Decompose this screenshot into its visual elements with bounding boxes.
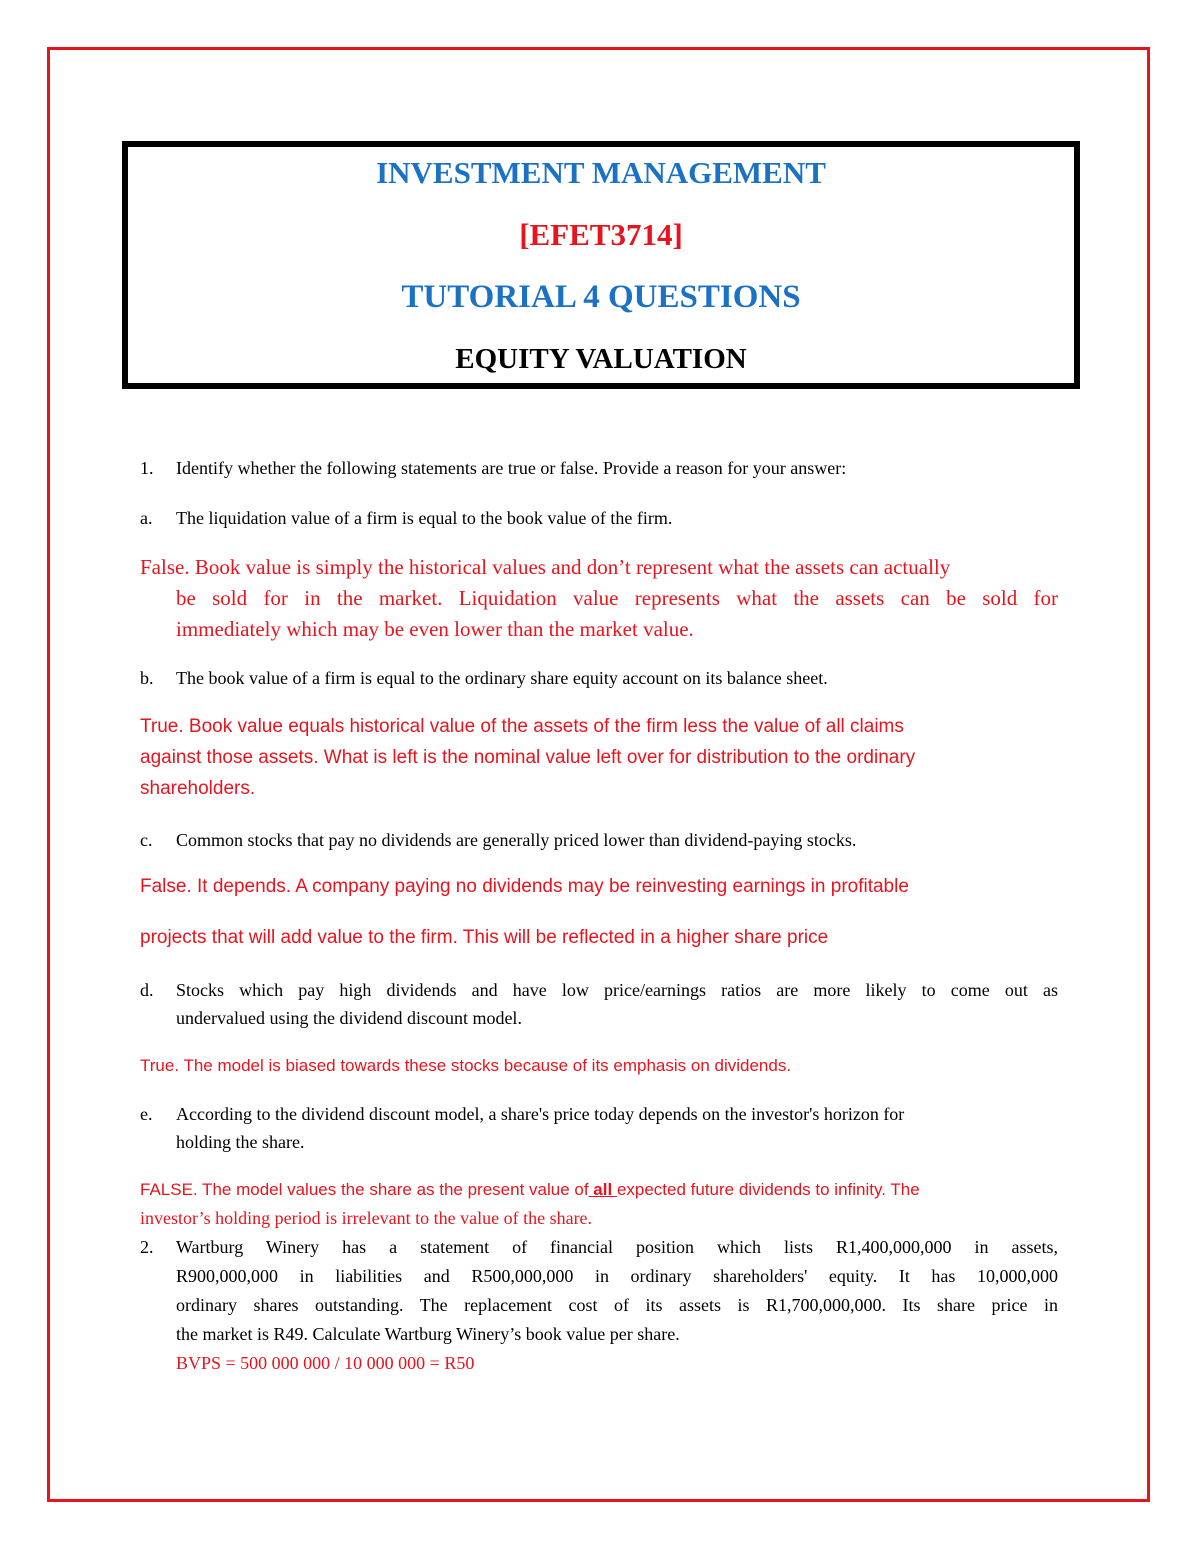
q1a-answer-line2: be sold for in the market. Liquidation value represents what the assets can be sold for — [176, 586, 1058, 610]
course-title: INVESTMENT MANAGEMENT — [376, 155, 826, 190]
q1e-answer-pre: FALSE. The model values the share as the present value of — [140, 1180, 589, 1199]
q1e-question-line1: According to the dividend discount model, a share's price today depends on the investor's horizon for — [176, 1104, 905, 1124]
q2-line1: Wartburg Winery has a statement of financial position which lists R1,400,000,000 in assets, — [176, 1237, 1058, 1257]
q2-line3: ordinary shares outstanding. The replacement cost of its assets is R1,700,000,000. Its share price in — [176, 1295, 1058, 1315]
q1e-question-line2: holding the share. — [176, 1132, 305, 1152]
q1e-answer-emphasis: all — [588, 1180, 617, 1199]
q2-answer: BVPS = 500 000 000 / 10 000 000 = R50 — [176, 1353, 475, 1373]
q1-prompt: Identify whether the following statements are true or false. Provide a reason for your answer: — [176, 458, 847, 478]
q1b-letter: b. — [140, 668, 154, 688]
q1d-answer: True. The model is biased towards these stocks because of its emphasis on dividends. — [140, 1056, 792, 1075]
q1d-question-line2: undervalued using the dividend discount model. — [176, 1008, 522, 1028]
q1c-answer-line2: projects that will add value to the firm. This will be reflected in a higher share price — [140, 927, 829, 948]
q1b-answer-line3: shareholders. — [140, 778, 256, 799]
q1-number: 1. — [140, 458, 154, 478]
q1d-letter: d. — [140, 980, 154, 1000]
q1a-letter: a. — [140, 508, 153, 528]
q1c-letter: c. — [140, 830, 153, 850]
course-code: [EFET3714] — [519, 217, 683, 252]
q1a-question: The liquidation value of a firm is equal to the book value of the firm. — [176, 508, 673, 528]
q1c-answer-line1: False. It depends. A company paying no dividends may be reinvesting earnings in profitable — [140, 876, 909, 897]
q1a-answer-line1: False. Book value is simply the historical values and don’t represent what the assets can actually — [140, 555, 951, 579]
q1c-question: Common stocks that pay no dividends are generally priced lower than dividend-paying stocks. — [176, 830, 857, 850]
tutorial-title: TUTORIAL 4 QUESTIONS — [401, 279, 801, 315]
q1e-answer-line1 — [140, 1180, 920, 1200]
q1e-answer-line2: investor’s holding period is irrelevant to the value of the share. — [140, 1208, 593, 1228]
topic-title: EQUITY VALUATION — [455, 343, 747, 375]
q1e-answer-post: expected future dividends to infinity. The — [616, 1180, 920, 1199]
q1b-question: The book value of a firm is equal to the ordinary share equity account on its balance sheet. — [176, 668, 828, 688]
title-box — [122, 141, 1080, 389]
q1b-answer-line1: True. Book value equals historical value of the assets of the firm less the value of all claims — [140, 716, 904, 737]
q2-line4: the market is R49. Calculate Wartburg Winery’s book value per share. — [176, 1324, 680, 1344]
q2-line2: R900,000,000 in liabilities and R500,000,000 in ordinary shareholders' equity. It has 10,000,000 — [176, 1266, 1058, 1286]
q1a-answer-line3: immediately which may be even lower than the market value. — [176, 617, 694, 641]
q2-number: 2. — [140, 1237, 154, 1257]
q1b-answer-line2: against those assets. What is left is the nominal value left over for distribution to the ordinary — [140, 747, 916, 768]
q1e-letter: e. — [140, 1104, 153, 1124]
q1d-question-line1: Stocks which pay high dividends and have low price/earnings ratios are more likely to come out as — [176, 980, 1058, 1000]
